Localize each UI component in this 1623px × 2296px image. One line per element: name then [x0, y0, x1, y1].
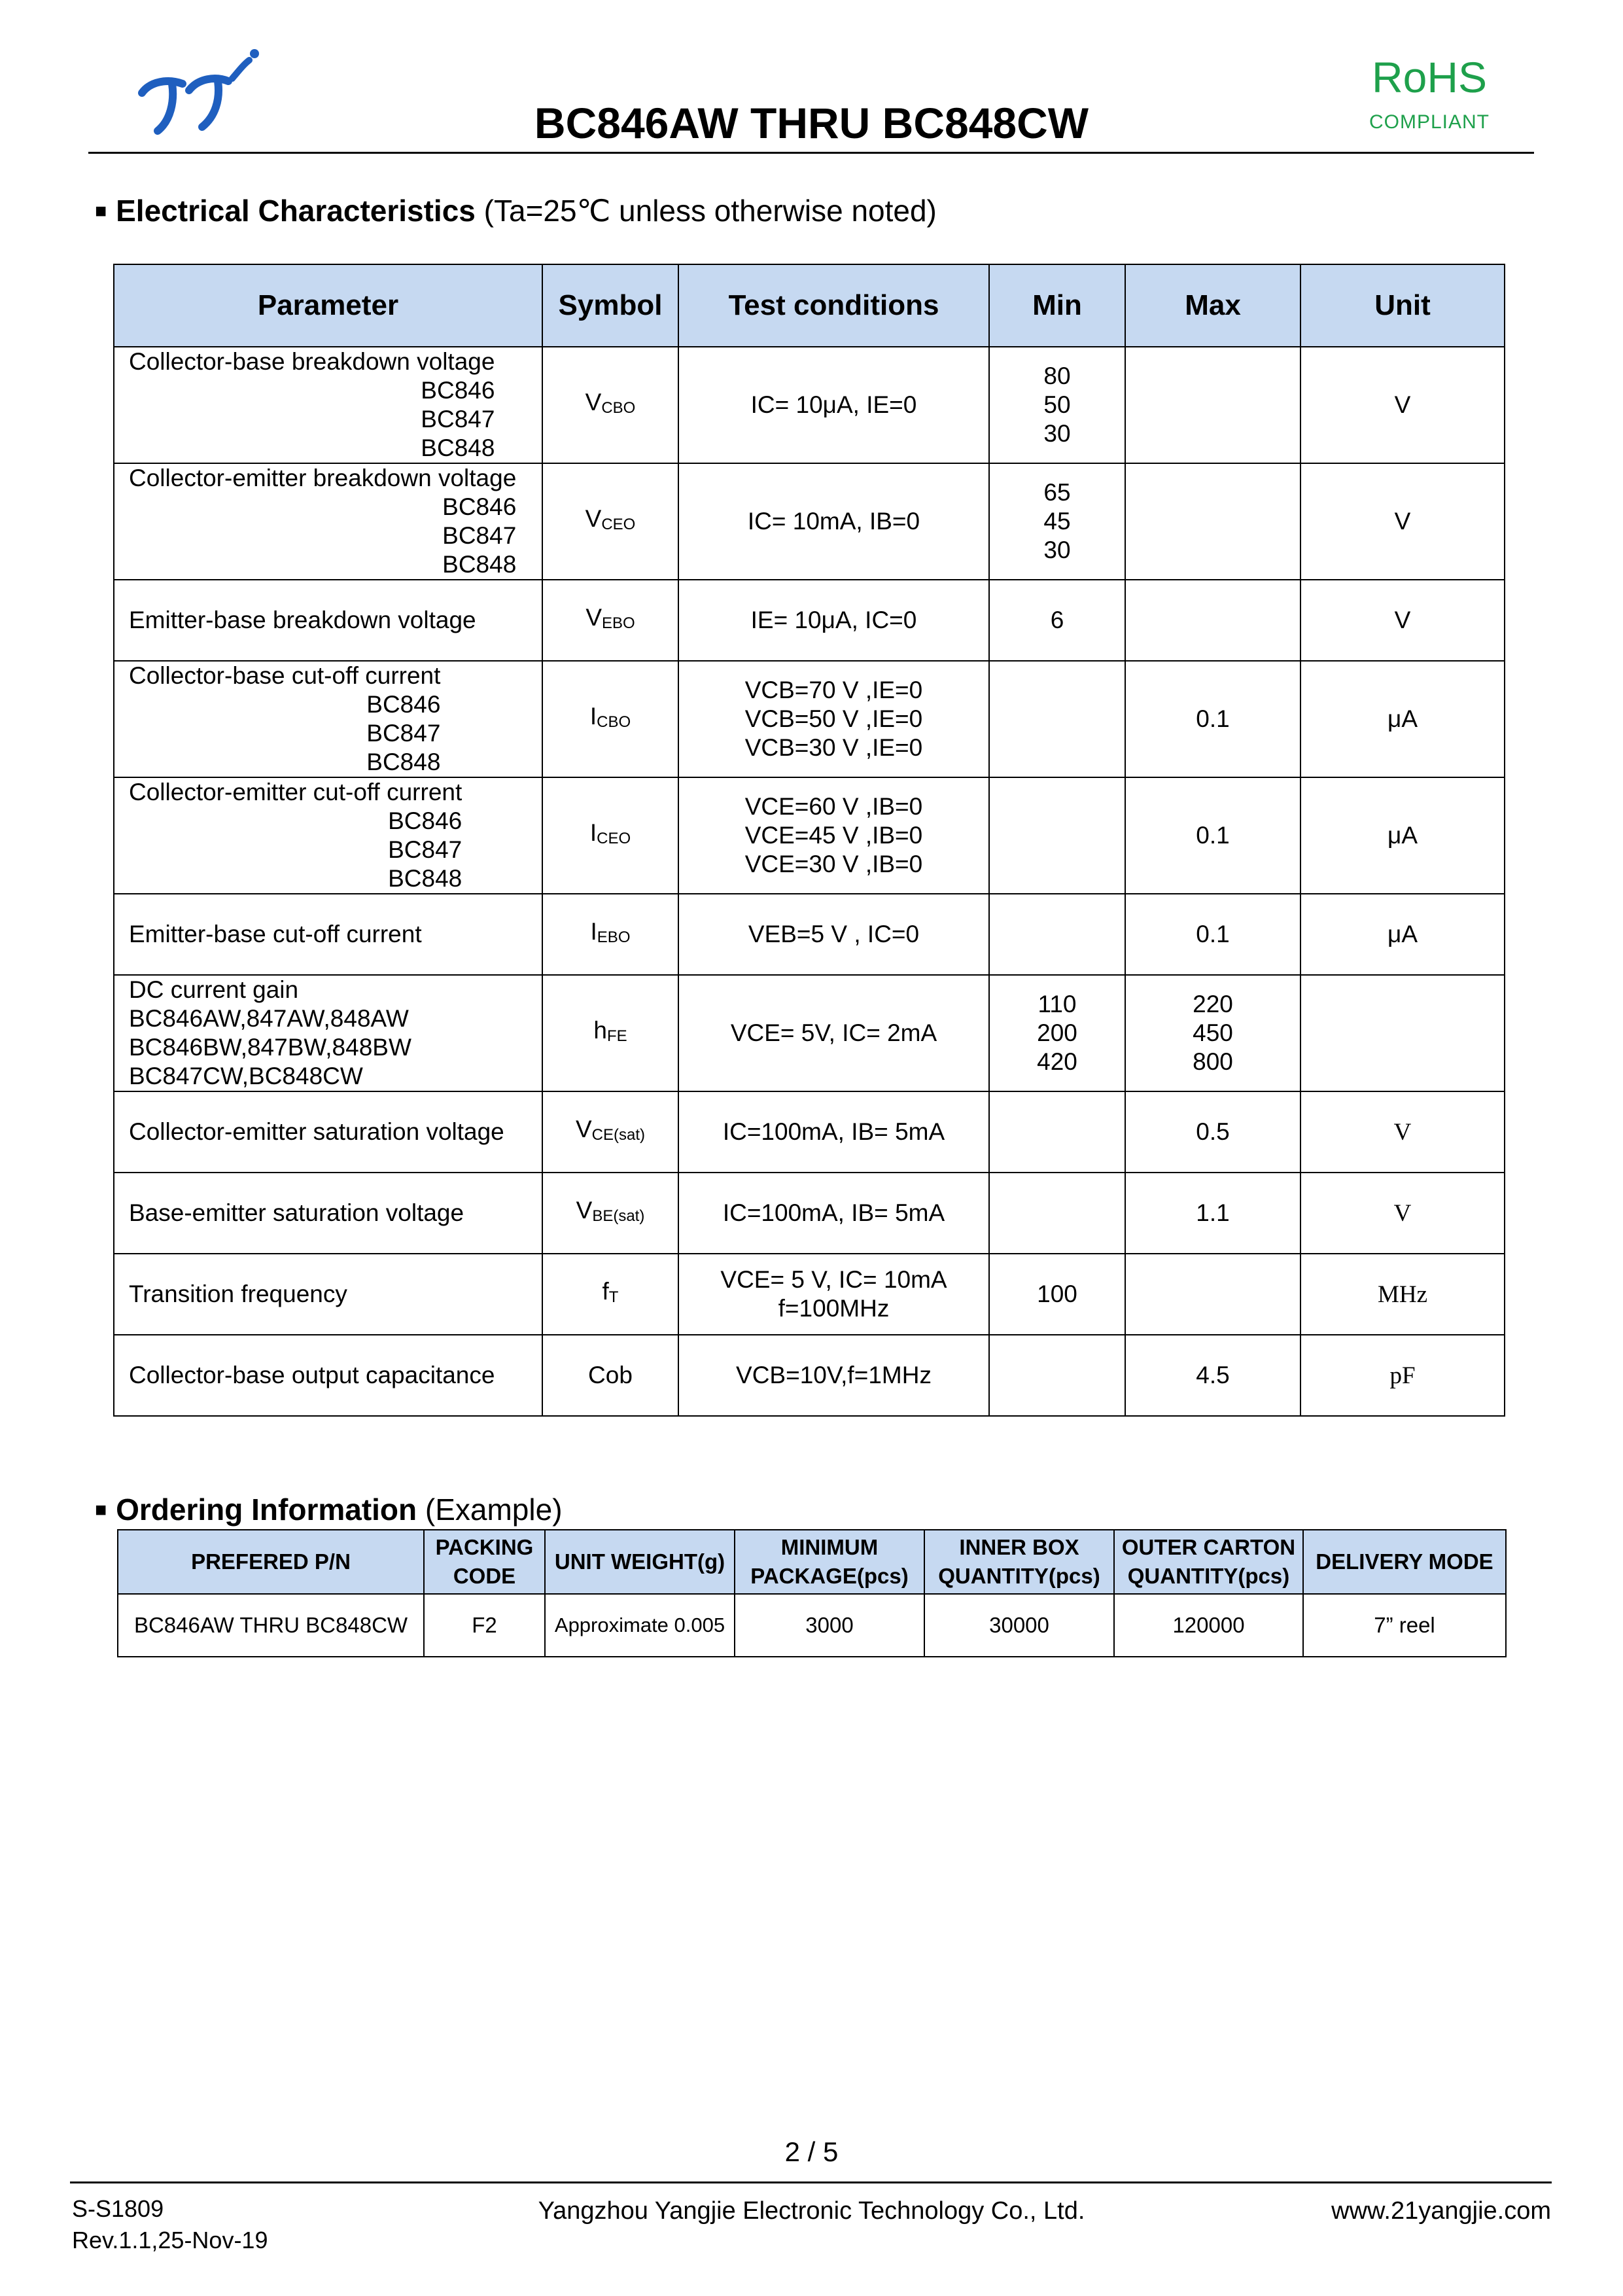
parameter: [129, 464, 516, 579]
table-row: [114, 463, 1505, 580]
column-header: Parameter: [114, 264, 542, 347]
symbol: Cob: [588, 1362, 633, 1388]
ordering-information-heading: [95, 1492, 563, 1527]
test-condition-line: VCB=50 V ,IE=0: [744, 705, 923, 732]
test-condition-line: VCE=45 V ,IB=0: [744, 822, 923, 849]
test-condition: [679, 507, 988, 536]
min-cell: [989, 580, 1125, 661]
min-value-line: 6: [1050, 607, 1064, 633]
parameter-variant: BC847: [388, 836, 462, 863]
symbol: V: [585, 603, 602, 631]
column-header: Max: [1125, 264, 1300, 347]
min-cell: [989, 777, 1125, 894]
column-header-line: QUANTITY(pcs): [1127, 1564, 1290, 1588]
parameter-title: Transition frequency: [129, 1280, 347, 1307]
min-value: [990, 606, 1125, 635]
min-cell: [989, 463, 1125, 580]
max-value: [1126, 1361, 1300, 1390]
test-condition: [679, 1118, 988, 1146]
symbol: h: [593, 1016, 607, 1044]
test-condition-line: VCE=30 V ,IB=0: [744, 851, 923, 877]
unit: V: [1394, 391, 1411, 418]
test-condition: [679, 1199, 988, 1227]
symbol-subscript: T: [608, 1288, 619, 1306]
parameter: [129, 662, 440, 777]
max-cell: [1125, 1091, 1300, 1173]
symbol-cell: [542, 661, 678, 777]
column-header: [424, 1530, 545, 1594]
table-row: [114, 580, 1505, 661]
max-cell: [1125, 1335, 1300, 1416]
parameter-variant: BC848: [366, 749, 441, 775]
test-condition: [679, 1019, 988, 1048]
min-cell: [989, 1091, 1125, 1173]
min-value-line: 420: [1037, 1048, 1077, 1075]
parameter-cell: [114, 1173, 542, 1254]
parameter: [129, 606, 476, 635]
column-header: [924, 1530, 1114, 1594]
min-cell: [989, 1254, 1125, 1335]
unit: V: [1394, 607, 1411, 633]
table-row: [114, 777, 1505, 894]
parameter: [129, 976, 542, 1091]
max-value: [1126, 990, 1300, 1076]
heading-note: (Ta=25℃ unless otherwise noted): [483, 194, 937, 228]
unit-cell: [1300, 661, 1505, 777]
max-value-line: 1.1: [1196, 1199, 1230, 1226]
parameter-cell: [114, 1254, 542, 1335]
min-cell: [989, 975, 1125, 1091]
max-value-line: 800: [1193, 1048, 1233, 1075]
min-value-line: 30: [1043, 420, 1071, 447]
unit-cell: [1300, 894, 1505, 975]
test-condition-line: VCE=60 V ,IB=0: [744, 793, 923, 820]
test-condition-line: IE= 10μA, IC=0: [750, 607, 917, 633]
column-header: [1114, 1530, 1303, 1594]
parameter-line: BC846AW,847AW,848AW: [129, 1005, 409, 1032]
compliant-label: COMPLIANT: [1369, 111, 1490, 133]
parameter: [129, 1118, 504, 1146]
parameter-title: Collector-emitter breakdown voltage: [129, 465, 517, 491]
symbol: V: [585, 388, 602, 415]
table-row: [114, 661, 1505, 777]
test-conditions-cell: [678, 1254, 989, 1335]
column-header: Min: [989, 264, 1125, 347]
parameter-variant: BC846: [388, 807, 462, 834]
table-row: [114, 1173, 1505, 1254]
electrical-characteristics-table: [113, 264, 1505, 1417]
parameter-title: Collector-emitter cut-off current: [129, 779, 462, 805]
min-cell: [989, 1173, 1125, 1254]
parameter-variant: BC847: [421, 406, 495, 433]
test-condition-line: VCB=70 V ,IE=0: [744, 677, 923, 703]
test-conditions-cell: [678, 777, 989, 894]
max-value: [1126, 1118, 1300, 1146]
table-cell: 3000: [735, 1594, 924, 1657]
unit-cell: [1300, 1091, 1505, 1173]
test-condition-line: VCE= 5V, IC= 2mA: [730, 1019, 937, 1046]
symbol-subscript: FE: [606, 1027, 627, 1045]
table-row: [114, 347, 1505, 463]
test-conditions-cell: [678, 661, 989, 777]
column-header-line: INNER BOX: [959, 1535, 1079, 1559]
square-bullet-icon: ■: [95, 1499, 107, 1521]
test-condition-line: IC= 10μA, IE=0: [750, 391, 917, 418]
max-value-line: 0.5: [1196, 1118, 1230, 1145]
min-value-line: 65: [1043, 479, 1071, 506]
ordering-information-table: [117, 1529, 1507, 1657]
min-value-line: 50: [1043, 391, 1071, 418]
parameter-cell: [114, 1335, 542, 1416]
column-header: [118, 1530, 424, 1594]
min-value: [990, 990, 1125, 1076]
test-condition: [679, 676, 988, 762]
parameter: [129, 778, 462, 893]
parameter-variant: BC848: [388, 865, 462, 892]
unit-cell: [1300, 1254, 1505, 1335]
symbol: V: [585, 504, 602, 532]
symbol-cell: [542, 975, 678, 1091]
symbol-cell: [542, 1254, 678, 1335]
column-header: Test conditions: [678, 264, 989, 347]
min-cell: [989, 1335, 1125, 1416]
symbol-cell: [542, 347, 678, 463]
table-cell: 120000: [1114, 1594, 1303, 1657]
unit: V: [1393, 1199, 1412, 1227]
table-row: [114, 1091, 1505, 1173]
symbol-cell: [542, 777, 678, 894]
min-cell: [989, 894, 1125, 975]
symbol-subscript: EBO: [597, 928, 631, 946]
symbol: V: [576, 1196, 593, 1224]
heading-bold: Ordering Information: [116, 1492, 417, 1527]
parameter: [129, 1280, 347, 1309]
company-name: Yangzhou Yangjie Electronic Technology Co., Ltd.: [538, 2197, 1085, 2225]
test-condition-line: VCB=30 V ,IE=0: [744, 734, 923, 761]
test-condition-line: VCB=10V,f=1MHz: [736, 1362, 932, 1388]
column-header: [545, 1530, 735, 1594]
max-value-line: 0.1: [1196, 921, 1230, 947]
header-divider: [88, 152, 1534, 154]
square-bullet-icon: ■: [95, 200, 107, 222]
document-title: BC846AW THRU BC848CW: [534, 99, 1089, 147]
min-value: [990, 362, 1125, 448]
test-condition: [679, 792, 988, 879]
table-cell: 7” reel: [1303, 1594, 1506, 1657]
heading-bold: Electrical Characteristics: [116, 194, 476, 228]
max-cell: [1125, 1254, 1300, 1335]
parameter-line: DC current gain: [129, 976, 299, 1003]
heading-note: (Example): [425, 1492, 563, 1527]
column-header: [735, 1530, 924, 1594]
unit-cell: [1300, 975, 1505, 1091]
max-value: [1126, 821, 1300, 850]
column-header-line: CODE: [453, 1564, 516, 1588]
table-header-row: [118, 1530, 1506, 1594]
table-row: [118, 1594, 1506, 1657]
parameter-title: Collector-emitter saturation voltage: [129, 1118, 504, 1145]
parameter-variant: BC846: [421, 377, 495, 404]
table-cell: F2: [424, 1594, 545, 1657]
parameter-cell: [114, 463, 542, 580]
min-value-line: 100: [1037, 1280, 1077, 1307]
unit-cell: [1300, 347, 1505, 463]
test-condition: [679, 920, 988, 949]
test-conditions-cell: [678, 1173, 989, 1254]
max-cell: [1125, 1173, 1300, 1254]
website-url: www.21yangjie.com: [1331, 2197, 1551, 2225]
max-cell: [1125, 463, 1300, 580]
min-value-line: 200: [1037, 1019, 1077, 1046]
test-conditions-cell: [678, 1335, 989, 1416]
symbol-cell: [542, 1173, 678, 1254]
parameter-cell: [114, 975, 542, 1091]
table-row: [114, 1335, 1505, 1416]
unit: MHz: [1377, 1280, 1428, 1308]
parameter-title: Collector-base cut-off current: [129, 662, 441, 689]
unit: V: [1393, 1118, 1412, 1146]
unit-cell: [1300, 1335, 1505, 1416]
max-value-line: 4.5: [1196, 1362, 1230, 1388]
test-conditions-cell: [678, 580, 989, 661]
unit-cell: [1300, 580, 1505, 661]
electrical-characteristics-heading: [95, 193, 937, 228]
parameter-line: BC846BW,847BW,848BW: [129, 1034, 411, 1061]
test-conditions-cell: [678, 463, 989, 580]
parameter-cell: [114, 661, 542, 777]
parameter-title: Collector-base output capacitance: [129, 1362, 495, 1388]
parameter-variant: BC846: [442, 493, 517, 520]
symbol: I: [589, 819, 597, 846]
max-cell: [1125, 661, 1300, 777]
page-number: 2 / 5: [784, 2136, 839, 2167]
parameter-cell: [114, 580, 542, 661]
unit: pF: [1389, 1362, 1416, 1389]
column-header-line: OUTER CARTON: [1121, 1535, 1296, 1559]
symbol: f: [602, 1277, 609, 1305]
test-condition: [679, 1361, 988, 1390]
min-value-line: 110: [1038, 991, 1077, 1017]
symbol-cell: [542, 1335, 678, 1416]
test-condition-line: VCE= 5 V, IC= 10mA: [720, 1266, 947, 1293]
column-header-line: PACKAGE(pcs): [750, 1564, 909, 1588]
max-value-line: 220: [1193, 991, 1233, 1017]
test-condition-line: IC= 10mA, IB=0: [747, 508, 920, 535]
table-row: [114, 975, 1505, 1091]
parameter: [129, 1361, 495, 1390]
test-conditions-cell: [678, 1091, 989, 1173]
parameter-variant: BC846: [366, 691, 441, 718]
unit: μA: [1387, 705, 1418, 732]
test-condition-line: VEB=5 V , IC=0: [748, 921, 920, 947]
symbol: I: [589, 702, 597, 730]
column-header: [1303, 1530, 1506, 1594]
max-value: [1126, 920, 1300, 949]
column-header: Symbol: [542, 264, 678, 347]
parameter-variant: BC848: [421, 434, 495, 461]
max-value-line: 450: [1193, 1019, 1233, 1046]
test-condition-line: IC=100mA, IB= 5mA: [722, 1118, 945, 1145]
unit: V: [1394, 508, 1411, 535]
symbol-cell: [542, 1091, 678, 1173]
test-condition: [679, 1265, 988, 1323]
parameter-cell: [114, 1091, 542, 1173]
symbol-subscript: CE(sat): [591, 1125, 646, 1144]
parameter-title: Collector-base breakdown voltage: [129, 348, 495, 375]
parameter-title: Emitter-base cut-off current: [129, 921, 422, 947]
parameter-title: Emitter-base breakdown voltage: [129, 607, 476, 633]
parameter-variant: BC847: [366, 720, 441, 747]
column-header-line: UNIT WEIGHT(g): [554, 1549, 725, 1574]
unit-cell: [1300, 463, 1505, 580]
parameter-cell: [114, 894, 542, 975]
document-code: S-S1809: [72, 2195, 164, 2222]
parameter-variant: BC848: [442, 551, 517, 578]
symbol-subscript: CEO: [597, 829, 631, 847]
table-row: [114, 1254, 1505, 1335]
column-header: Unit: [1300, 264, 1505, 347]
test-conditions-cell: [678, 347, 989, 463]
test-condition: [679, 606, 988, 635]
footer-divider: [70, 2181, 1552, 2183]
parameter: [129, 1199, 464, 1227]
unit-cell: [1300, 777, 1505, 894]
parameter-variant: BC847: [442, 522, 517, 549]
unit: μA: [1387, 921, 1418, 947]
min-value-line: 80: [1043, 362, 1071, 389]
max-value: [1126, 1199, 1300, 1227]
min-value-line: 45: [1043, 508, 1071, 535]
column-header-line: PREFERED P/N: [191, 1549, 351, 1574]
test-condition-line: IC=100mA, IB= 5mA: [722, 1199, 945, 1226]
max-value: [1126, 705, 1300, 733]
parameter-cell: [114, 347, 542, 463]
test-conditions-cell: [678, 975, 989, 1091]
table-cell: 30000: [924, 1594, 1114, 1657]
max-cell: [1125, 975, 1300, 1091]
parameter: [129, 920, 422, 949]
max-cell: [1125, 777, 1300, 894]
unit: μA: [1387, 822, 1418, 849]
min-cell: [989, 347, 1125, 463]
parameter-line: BC847CW,BC848CW: [129, 1063, 363, 1089]
symbol-cell: [542, 894, 678, 975]
column-header-line: MINIMUM: [780, 1535, 879, 1559]
table-header-row: [114, 264, 1505, 347]
column-header-line: QUANTITY(pcs): [938, 1564, 1100, 1588]
test-conditions-cell: [678, 894, 989, 975]
table-cell: Approximate 0.005: [545, 1594, 735, 1657]
max-cell: [1125, 347, 1300, 463]
min-value: [990, 478, 1125, 565]
test-condition: [679, 391, 988, 419]
symbol-subscript: CBO: [597, 713, 631, 731]
min-cell: [989, 661, 1125, 777]
symbol: I: [590, 917, 597, 945]
max-cell: [1125, 580, 1300, 661]
parameter: [129, 347, 495, 463]
max-cell: [1125, 894, 1300, 975]
unit-cell: [1300, 1173, 1505, 1254]
symbol-subscript: BE(sat): [592, 1207, 645, 1225]
max-value-line: 0.1: [1196, 822, 1230, 849]
symbol-subscript: CEO: [601, 515, 636, 533]
min-value-line: 30: [1043, 537, 1071, 563]
test-condition-line: f=100MHz: [778, 1295, 890, 1322]
symbol-cell: [542, 580, 678, 661]
min-value: [990, 1280, 1125, 1309]
parameter-cell: [114, 777, 542, 894]
rohs-label: RoHS: [1371, 53, 1488, 101]
column-header-line: DELIVERY MODE: [1316, 1549, 1493, 1574]
column-header-line: PACKING: [435, 1535, 534, 1559]
parameter-title: Base-emitter saturation voltage: [129, 1199, 464, 1226]
symbol-subscript: CBO: [601, 398, 636, 417]
symbol-cell: [542, 463, 678, 580]
max-value-line: 0.1: [1196, 705, 1230, 732]
table-cell: BC846AW THRU BC848CW: [118, 1594, 424, 1657]
symbol: V: [575, 1115, 592, 1142]
table-row: [114, 894, 1505, 975]
symbol-subscript: EBO: [602, 614, 635, 632]
revision-date: Rev.1.1,25-Nov-19: [72, 2227, 268, 2253]
